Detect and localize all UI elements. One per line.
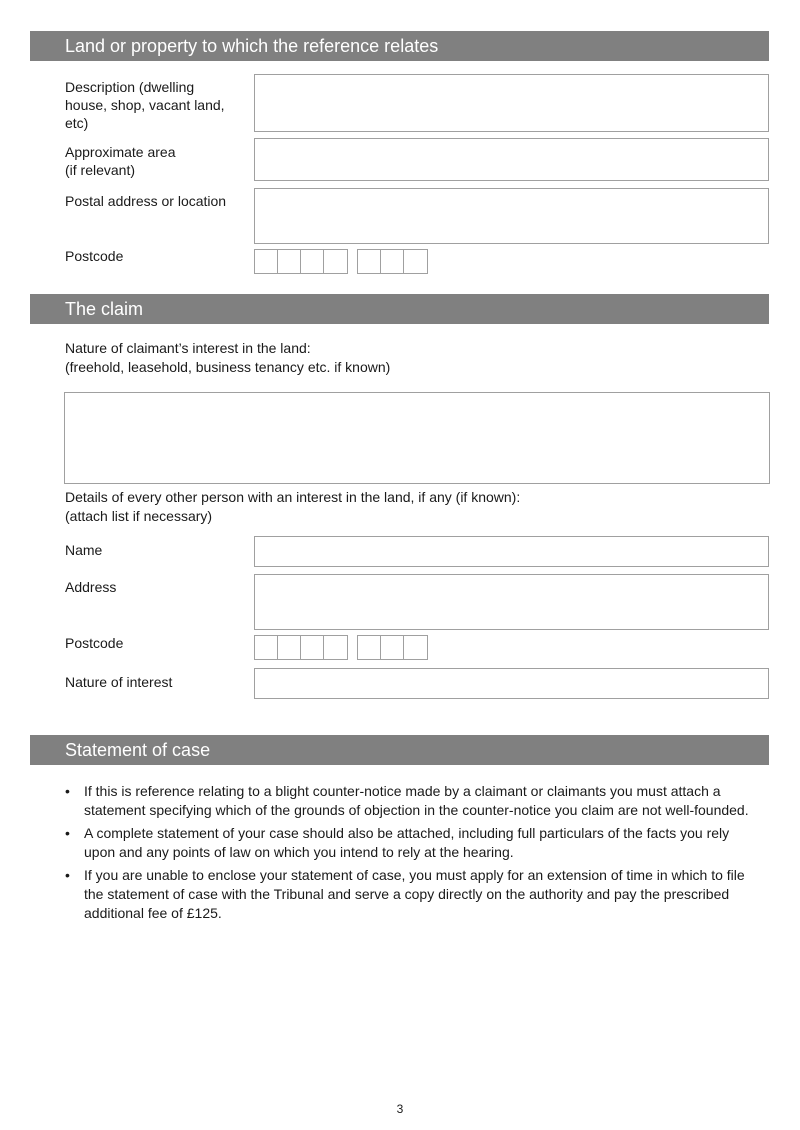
- name-field[interactable]: [254, 536, 769, 567]
- bullet-icon: •: [65, 783, 70, 799]
- approximate-area-label: Approximate area (if relevant): [65, 144, 176, 178]
- section-header-statement: Statement of case: [30, 735, 769, 765]
- postal-address-label: Postal address or location: [65, 193, 227, 209]
- description-field[interactable]: [254, 74, 769, 132]
- claimant-interest-prompt: Nature of claimant’s interest in the land: (freehold, leasehold, business tenancy etc. if known): [65, 340, 391, 375]
- postcode-inward-field[interactable]: [357, 249, 428, 274]
- postcode-box[interactable]: [404, 636, 427, 659]
- list-item: [65, 782, 760, 820]
- postcode-box[interactable]: [255, 636, 278, 659]
- postcode-box[interactable]: [301, 250, 324, 273]
- postcode-box[interactable]: [324, 250, 347, 273]
- name-label: Name: [65, 542, 103, 558]
- postcode-label-2: Postcode: [65, 635, 124, 651]
- bullet-text: If this is reference relating to a blight counter-notice made by a claimant or claimants you must attach a statement specifying which of the grounds of objection in the counter-notice you claim are not well-founded.: [84, 783, 749, 818]
- postcode-box[interactable]: [404, 250, 427, 273]
- bullet-icon: •: [65, 867, 70, 883]
- approximate-area-field[interactable]: [254, 138, 769, 181]
- postal-address-field[interactable]: [254, 188, 769, 244]
- postcode-box[interactable]: [358, 636, 381, 659]
- postcode-box[interactable]: [278, 636, 301, 659]
- claimant-interest-field[interactable]: [64, 392, 770, 484]
- postcode-box[interactable]: [381, 250, 404, 273]
- statement-bullet-list: [65, 782, 760, 927]
- bullet-text: A complete statement of your case should also be attached, including full particulars of the facts you rely upon and any points of law on which you intend to rely at the hearing.: [84, 825, 730, 860]
- bullet-icon: •: [65, 825, 70, 841]
- page-number: 3: [396, 1102, 404, 1116]
- postcode-outward-field[interactable]: [254, 249, 348, 274]
- nature-of-interest-field[interactable]: [254, 668, 769, 699]
- bullet-text: If you are unable to enclose your statement of case, you must apply for an extension of time in which to file the statement of case with the Tribunal and serve a copy directly on the authority and pay the prescribed additional fee of £125.: [84, 867, 745, 921]
- postcode-box[interactable]: [301, 636, 324, 659]
- postcode-label: Postcode: [65, 248, 124, 264]
- address-field[interactable]: [254, 574, 769, 630]
- postcode-outward-field-2[interactable]: [254, 635, 348, 660]
- postcode-box[interactable]: [278, 250, 301, 273]
- postcode-box[interactable]: [324, 636, 347, 659]
- nature-of-interest-label: Nature of interest: [65, 674, 173, 690]
- section-header-claim: The claim: [30, 294, 769, 324]
- postcode-box[interactable]: [358, 250, 381, 273]
- postcode-inward-field-2[interactable]: [357, 635, 428, 660]
- list-item: [65, 824, 760, 862]
- address-label: Address: [65, 579, 117, 595]
- list-item: [65, 866, 760, 923]
- postcode-box[interactable]: [255, 250, 278, 273]
- description-label: Description (dwelling house, shop, vacant land, etc): [65, 79, 225, 131]
- postcode-box[interactable]: [381, 636, 404, 659]
- other-persons-prompt: Details of every other person with an interest in the land, if any (if known): (attach list if necessary): [65, 489, 521, 524]
- section-header-land: Land or property to which the reference relates: [30, 31, 769, 61]
